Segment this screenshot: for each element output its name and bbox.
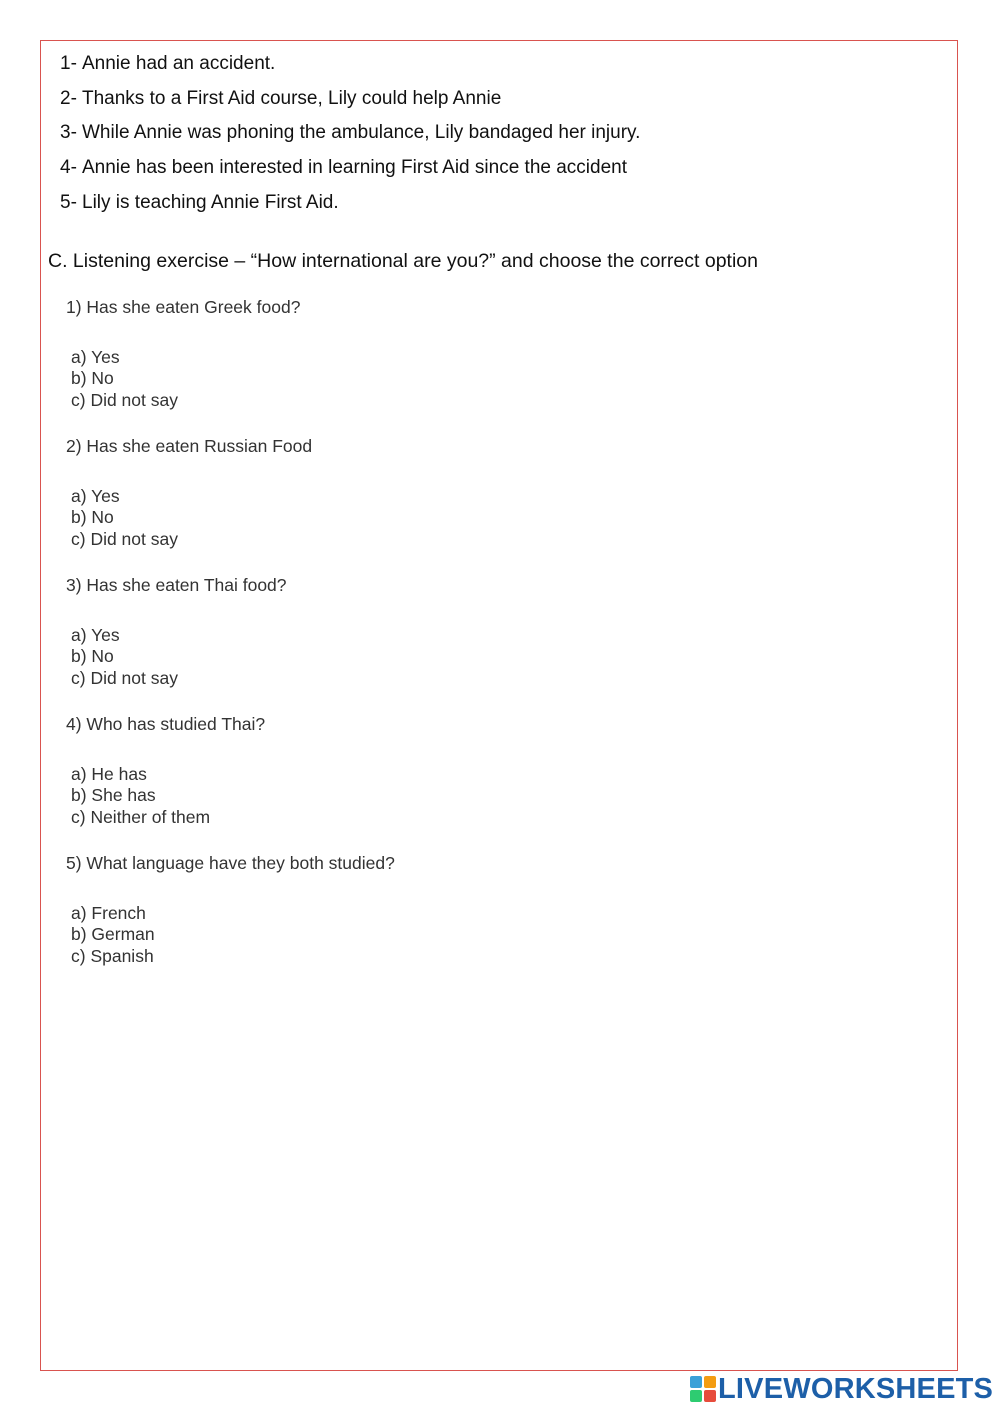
question-3: 3) Has she eaten Thai food?	[66, 575, 287, 595]
question-1-option-b[interactable]: b) No	[71, 368, 114, 389]
question-4-options	[71, 764, 210, 828]
statement-4: 4- Annie has been interested in learning First Aid since the accident	[60, 157, 627, 178]
statement-5: 5- Lily is teaching Annie First Aid.	[60, 192, 339, 213]
logo-text: LIVEWORKSHEETS	[718, 1372, 994, 1405]
question-5-option-a[interactable]: a) French	[71, 903, 146, 923]
question-2-option-c[interactable]: c) Did not say	[71, 528, 178, 549]
question-1: 1) Has she eaten Greek food?	[66, 297, 301, 317]
question-5-option-b[interactable]: b) German	[71, 924, 155, 945]
question-3-options	[71, 625, 178, 689]
question-4-option-a[interactable]: a) He has	[71, 764, 147, 784]
question-4-option-c[interactable]: c) Neither of them	[71, 806, 211, 827]
question-4: 4) Who has studied Thai?	[66, 714, 266, 734]
question-1-option-a[interactable]: a) Yes	[71, 347, 120, 367]
question-3-option-b[interactable]: b) No	[71, 646, 114, 667]
question-5: 5) What language have they both studied?	[66, 853, 395, 873]
question-2-option-b[interactable]: b) No	[71, 507, 114, 528]
question-1-option-c[interactable]: c) Did not say	[71, 389, 178, 410]
question-3-option-c[interactable]: c) Did not say	[71, 667, 178, 688]
question-2: 2) Has she eaten Russian Food	[66, 436, 313, 456]
question-2-option-a[interactable]: a) Yes	[71, 486, 120, 506]
question-3-option-a[interactable]: a) Yes	[71, 625, 120, 645]
statement-2: 2- Thanks to a First Aid course, Lily could help Annie	[60, 88, 502, 109]
worksheet-frame	[40, 40, 958, 1371]
section-c-title: C. Listening exercise – “How international are you?” and choose the correct option	[48, 250, 758, 272]
question-5-option-c[interactable]: c) Spanish	[71, 945, 154, 966]
question-4-option-b[interactable]: b) She has	[71, 785, 156, 806]
question-1-options	[71, 347, 178, 411]
liveworksheets-logo	[690, 1373, 993, 1405]
liveworksheets-logo-icon	[690, 1376, 716, 1402]
statement-3: 3- While Annie was phoning the ambulance, Lily bandaged her injury.	[60, 122, 641, 143]
question-5-options	[71, 903, 155, 967]
question-2-options	[71, 486, 178, 550]
statement-1: 1- Annie had an accident.	[60, 53, 276, 74]
